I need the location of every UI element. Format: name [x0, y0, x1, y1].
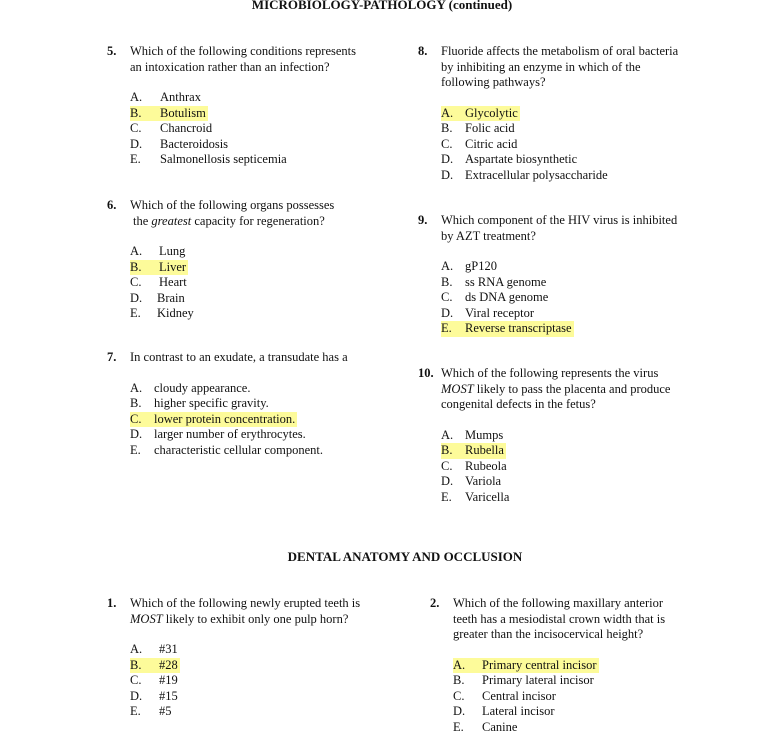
- question-number: 5.: [107, 44, 117, 58]
- answer-option-d[interactable]: D. Lateral incisor: [453, 704, 555, 718]
- question-dental-2: [430, 596, 750, 735]
- answer-option-c[interactable]: C. Central incisor: [453, 688, 556, 703]
- question-8: [418, 44, 738, 183]
- question-stem: In contrast to an exudate, a transudate has a: [130, 350, 348, 364]
- answer-option-d[interactable]: D. #15: [130, 688, 178, 703]
- answer-option-e[interactable]: E. Varicella: [441, 489, 510, 504]
- answer-option-d[interactable]: D. larger number of erythrocytes.: [130, 427, 306, 441]
- question-number: 10.: [418, 366, 434, 380]
- answer-option-b[interactable]: B. Primary lateral incisor: [453, 673, 594, 687]
- question-5: [107, 44, 407, 168]
- question-6: [107, 198, 407, 322]
- answer-options: [130, 642, 407, 720]
- answer-option-b-highlighted[interactable]: B. Liver: [130, 259, 187, 274]
- answer-options: [441, 428, 738, 506]
- answer-option-d[interactable]: D. Bacteroidosis: [130, 136, 229, 151]
- question-stem: Which of the following conditions represents an intoxication rather than an infection?: [130, 44, 356, 74]
- answer-option-a[interactable]: A. cloudy appearance.: [130, 380, 251, 395]
- answer-option-d[interactable]: D. Variola: [441, 474, 502, 488]
- question-number: 8.: [418, 44, 428, 58]
- answer-options: [130, 90, 407, 168]
- answer-option-b-highlighted[interactable]: B. #28: [130, 657, 178, 672]
- answer-option-e[interactable]: E. characteristic cellular component.: [130, 442, 324, 457]
- answer-option-a-highlighted[interactable]: A. Glycolytic: [441, 105, 518, 120]
- answer-option-e[interactable]: E. #5: [130, 704, 172, 718]
- answer-option-b-highlighted[interactable]: B. Rubella: [441, 443, 504, 457]
- answer-option-e[interactable]: D. Extracellular polysaccharide: [441, 167, 608, 182]
- answer-option-a[interactable]: A. Anthrax: [130, 90, 201, 104]
- answer-option-b[interactable]: B. higher specific gravity.: [130, 396, 269, 410]
- answer-option-c[interactable]: C. Citric acid: [441, 136, 518, 151]
- answer-option-a[interactable]: A. gP120: [441, 259, 497, 273]
- question-stem: Which of the following maxillary anterior teeth has a mesiodistal crown width that is greater than the incisocervical height?: [453, 596, 666, 641]
- question-stem: Which of the following organs possesses the greatest capacity for regeneration?: [130, 198, 335, 228]
- answer-options: [453, 658, 750, 736]
- question-stem: Fluoride affects the metabolism of oral bacteria by inhibiting an enzyme in which of the following pathways?: [441, 44, 679, 89]
- answer-option-a[interactable]: A. #31: [130, 642, 178, 656]
- answer-option-c[interactable]: C. ds DNA genome: [441, 290, 549, 304]
- question-9: [418, 213, 738, 337]
- question-10: [418, 366, 738, 505]
- answer-option-c[interactable]: C. Chancroid: [130, 121, 213, 135]
- page-title: MICROBIOLOGY-PATHOLOGY (continued): [251, 0, 513, 12]
- answer-option-d[interactable]: D. Brain: [130, 290, 185, 305]
- answer-option-b[interactable]: B. Folic acid: [441, 121, 515, 135]
- question-number: 6.: [107, 198, 117, 212]
- answer-option-e[interactable]: E. Kidney: [130, 306, 194, 320]
- answer-option-d[interactable]: D. Viral receptor: [441, 305, 535, 320]
- answer-option-a[interactable]: A. Lung: [130, 244, 186, 258]
- question-7: [107, 350, 407, 458]
- question-stem: Which of the following newly erupted teeth is MOST likely to exhibit only one pulp horn?: [130, 596, 361, 626]
- question-number: 9.: [418, 213, 428, 227]
- question-dental-1: [107, 596, 407, 720]
- question-stem: Which component of the HIV virus is inhibited by AZT treatment?: [441, 213, 678, 243]
- question-number: 1.: [107, 596, 117, 610]
- answer-options: [441, 106, 738, 184]
- answer-option-c-highlighted[interactable]: C. lower protein concentration.: [130, 411, 296, 426]
- answer-option-a-highlighted[interactable]: A. Primary central incisor: [453, 657, 597, 672]
- answer-option-c[interactable]: C. Heart: [130, 275, 187, 289]
- answer-option-a[interactable]: A. Mumps: [441, 427, 504, 442]
- answer-option-e[interactable]: E. Salmonellosis septicemia: [130, 152, 287, 166]
- answer-option-d[interactable]: D. Aspartate biosynthetic: [441, 152, 578, 166]
- answer-option-e[interactable]: E. Canine: [453, 719, 518, 734]
- question-number: 2.: [430, 596, 440, 610]
- answer-option-e-highlighted[interactable]: E. Reverse transcriptase: [441, 321, 572, 335]
- answer-option-b-highlighted[interactable]: B. Botulism: [130, 105, 206, 120]
- answer-options: [130, 381, 407, 459]
- answer-option-c[interactable]: C. #19: [130, 673, 178, 687]
- section-title: DENTAL ANATOMY AND OCCLUSION: [287, 549, 523, 564]
- question-stem: Which of the following represents the virus MOST likely to pass the placenta and produce congenital defects in the fetus?: [441, 366, 671, 411]
- answer-options: [130, 244, 407, 322]
- answer-option-c[interactable]: C. Rubeola: [441, 458, 507, 473]
- answer-option-b[interactable]: B. ss RNA genome: [441, 274, 547, 289]
- answer-options: [441, 259, 738, 337]
- question-number: 7.: [107, 350, 117, 364]
